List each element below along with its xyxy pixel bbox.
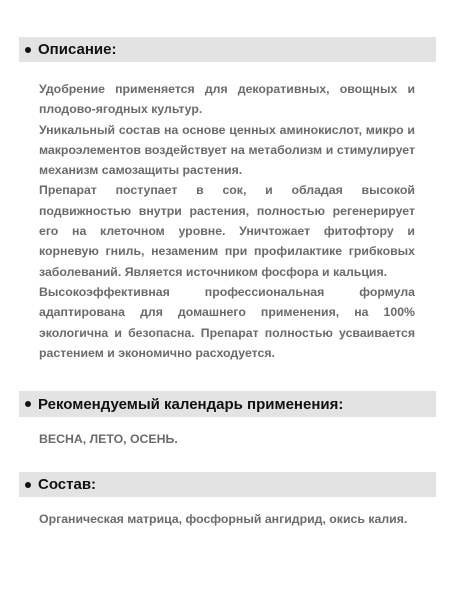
paragraph: Уникальный состав на основе ценных аминокислот, микро и макроэлементов воздействует на метаболизм и стимулирует механизм самозащиты растения. <box>39 122 415 178</box>
section-title: Описание: <box>38 41 117 58</box>
paragraph: Органическая матрица, фосфорный ангидрид, окись калия. <box>39 512 408 526</box>
section-header-description <box>19 37 436 62</box>
calendar-text <box>39 429 415 449</box>
bullet-icon <box>25 401 31 407</box>
bullet-icon <box>25 482 31 488</box>
paragraph: Удобрение применяется для декоративных, овощных и плодово-ягодных культур. <box>39 82 415 117</box>
paragraph: Высокоэффективная профессиональная формула адаптирована для домашнего применения, на 100% экологична и безопасна. Препарат полностью усваивается растением и экономично расходуется. <box>39 284 415 360</box>
section-title: Состав: <box>38 476 97 493</box>
section-header-composition <box>19 472 436 497</box>
composition-text <box>39 509 415 529</box>
section-header-calendar <box>19 391 436 417</box>
paragraph: ВЕСНА, ЛЕТО, ОСЕНЬ. <box>39 432 178 446</box>
bullet-icon <box>25 47 31 53</box>
paragraph: Препарат поступает в сок, и обладая высокой подвижностью внутри растения, полностью регенерирует его на клеточном уровне. Уничтожает фитофтору и корневую гниль, незаменим при профилактике грибковых заболеваний. Является источником фосфора и кальция. <box>39 183 415 279</box>
section-title: Рекомендуемый календарь применения: <box>38 395 344 413</box>
description-text <box>39 79 415 363</box>
